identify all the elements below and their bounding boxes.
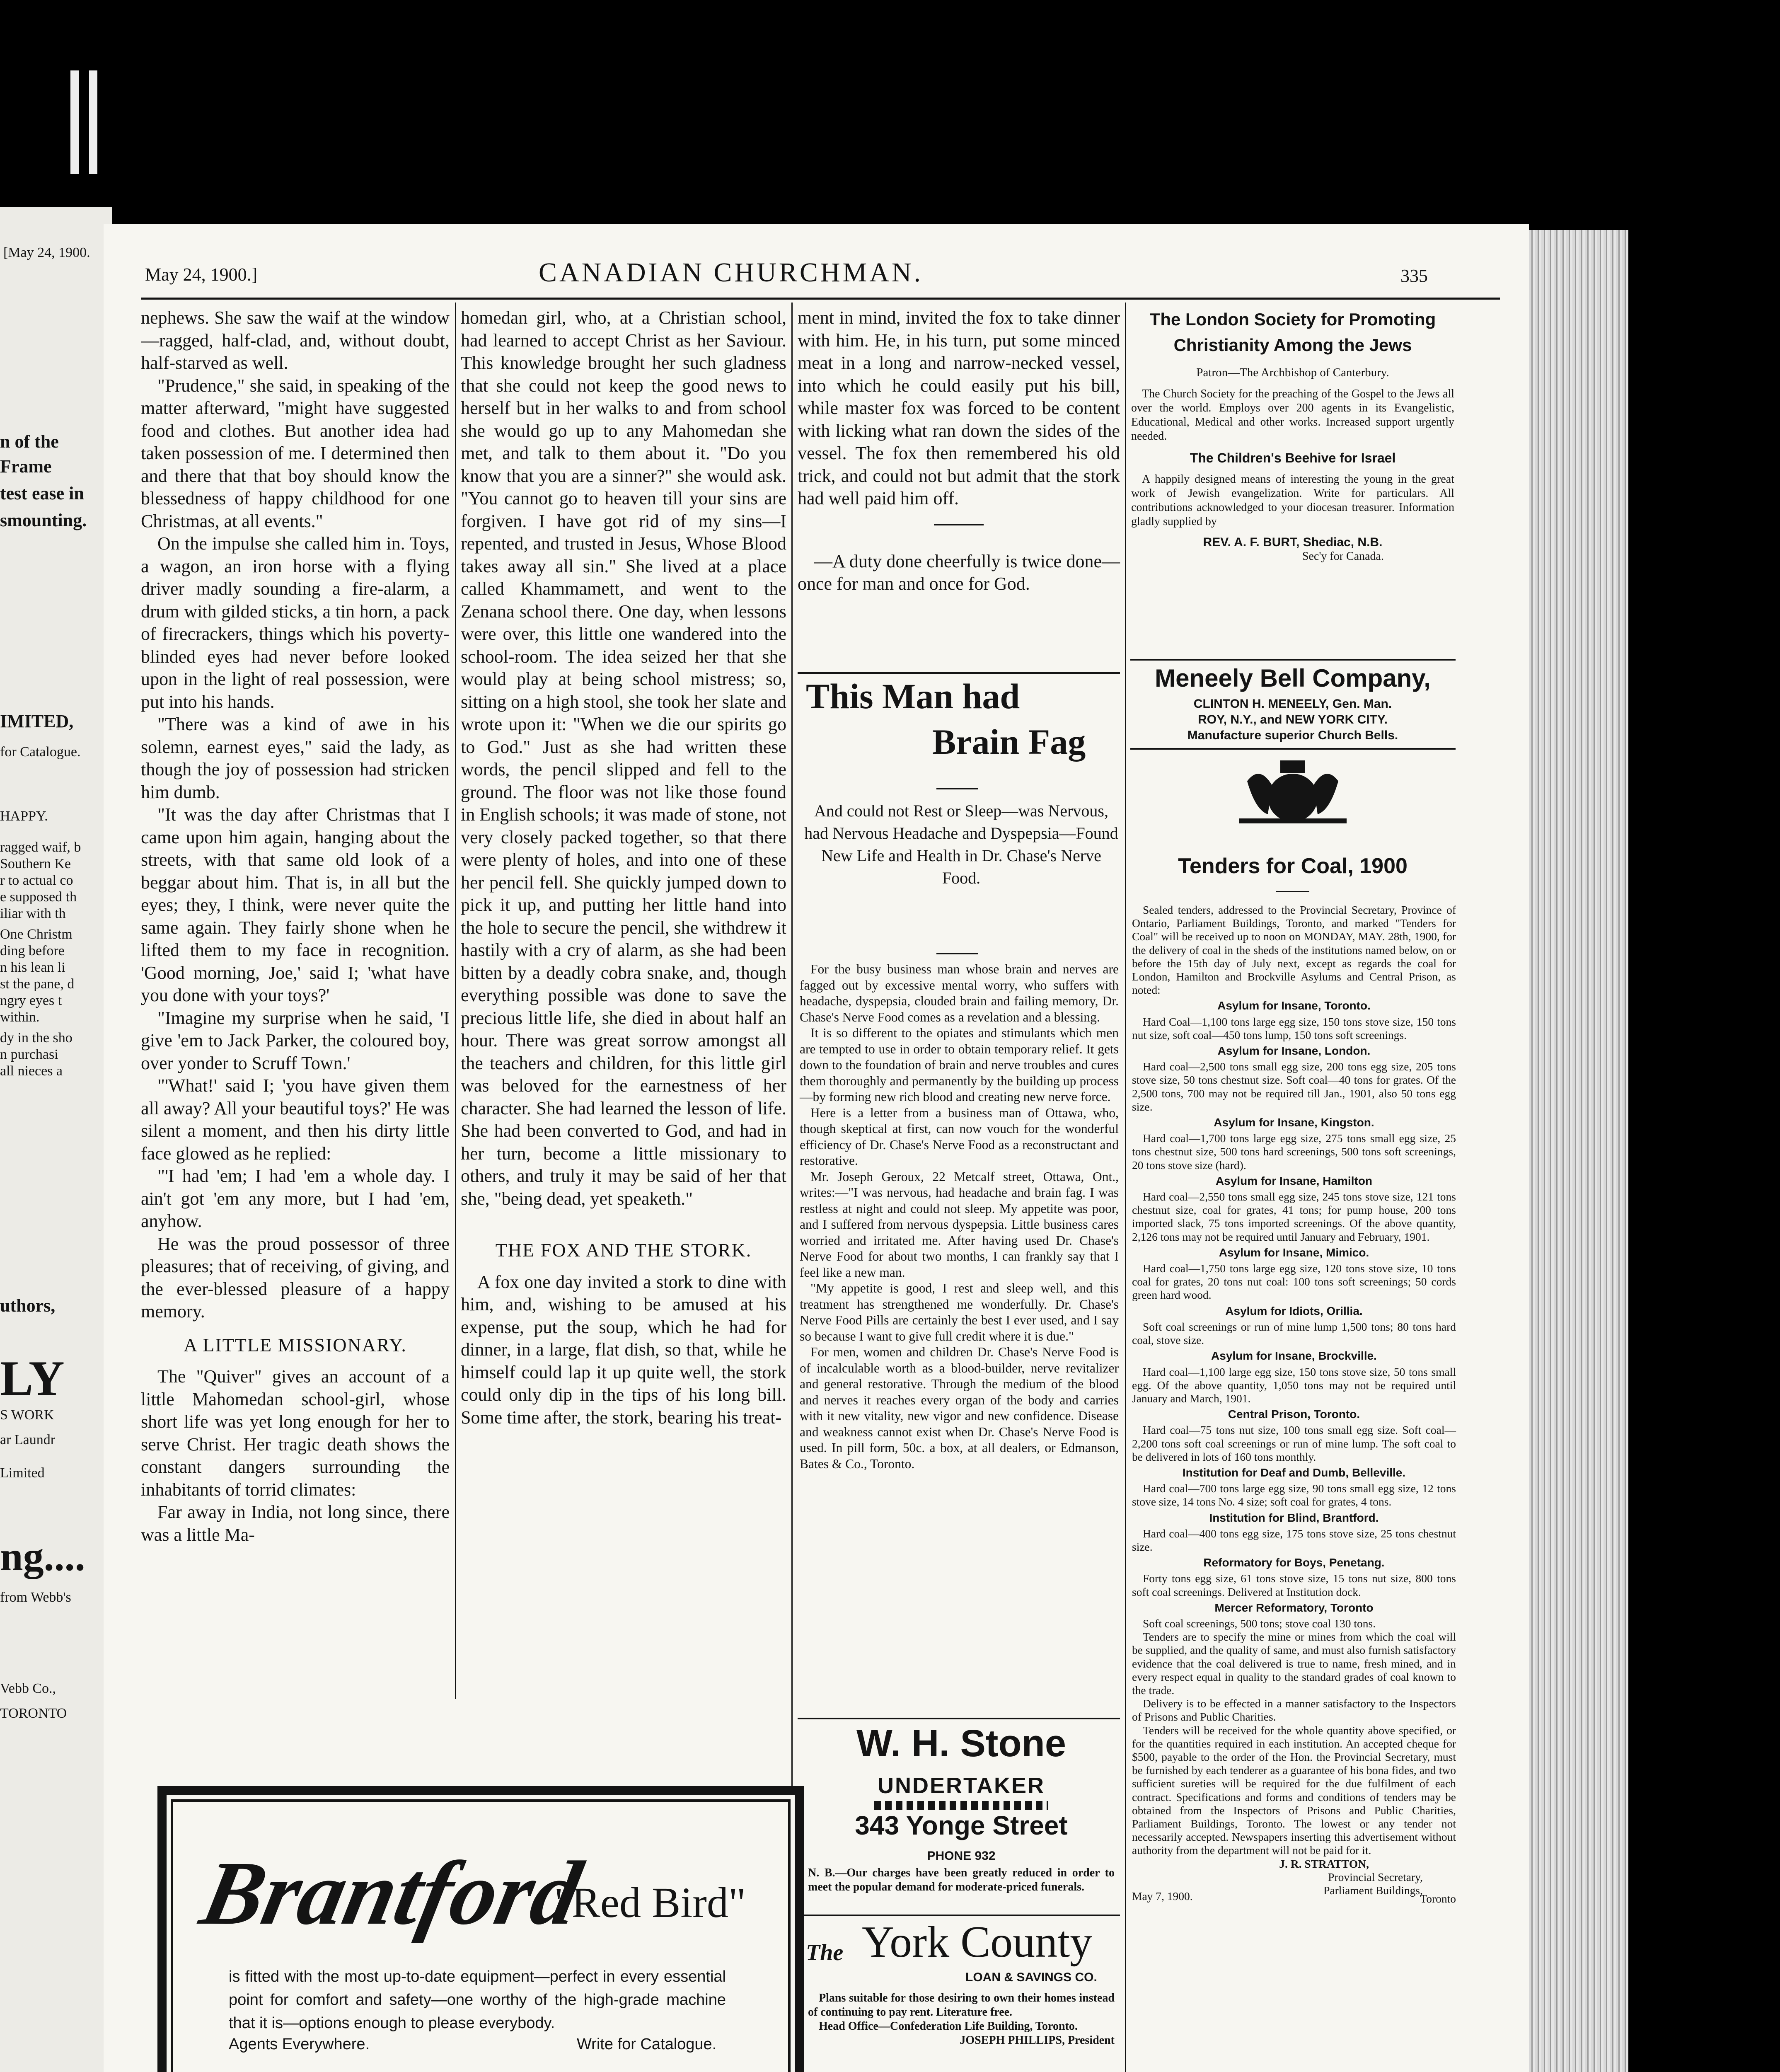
chase-sub-rule [936, 788, 978, 789]
london-body-block [1131, 366, 1454, 564]
prev-page-fragment: ng.... [0, 1533, 85, 1579]
tender-institution-heading: Asylum for Idiots, Orillia. [1225, 1304, 1363, 1317]
meneely-rule [1130, 748, 1456, 750]
column-1 [141, 307, 450, 1699]
stone-trade: UNDERTAKER [878, 1773, 1045, 1798]
london-patron: Patron—The Archbishop of Canterbury. [1196, 366, 1389, 379]
stone-address: 343 Yonge Street [855, 1811, 1068, 1840]
prev-page-fragment: LY [0, 1351, 65, 1406]
page-edge-stack [1529, 230, 1628, 2072]
header-rule [141, 298, 1500, 300]
tenders-signer-place: Parliament Buildings, [1323, 1884, 1423, 1897]
article-paragraph: homedan girl, who, at a Christian school, had learned to accept Christ as her Saviour. This knowledge brought her such gladness that she could not keep the good news to herself but in her walks to and from school she would go up to any Mahomedan she met, and talk to them about it. "Do you know that you are a sinner?" she would ask. "You cannot go to heaven till your sins are forgiven. I have got rid of my sins—I repented, and trusted in Jesus, Whose Blood takes away all sin." She lived at a place called Khammamett, and went to the Zenana school there. One day, when lessons were over, this little one wandered into the school-room. The idea seized her that she would play at being school mistress; so, sitting on a high stool, she took her slate and wrote upon it: "When we die our spirits go to God." Just as she had written these words, the pencil slipped and fell to the ground. The floor was not like those found in English schools; it was made of stone, not very closely packed together, so that there were plenty of holes, and into one of these her pencil fell. She quickly jumped down to pick it up, and putting her little hand into the hole to secure the pencil, she withdrew it hastily with a cry of alarm, as she had been bitten by a deadly cobra snake, and, though everything possible was done to save the precious little life, she died in about half an hour. There was great sorrow amongst all the teachers and children, for this little girl was beloved for the earnestness of her character. She had learned the lesson of life. She had been converted to God, and had in her turn, become a little missionary to others, and truly it may be said of her that she, "being dead, yet speaketh." [461, 307, 786, 1209]
york-president: JOSEPH PHILLIPS, President [960, 2034, 1115, 2047]
prev-page-fragment: uthors, [0, 1295, 56, 1316]
tender-institution-heading: Central Prison, Toronto. [1228, 1408, 1360, 1421]
brantford-agents: Agents Everywhere. [229, 2036, 370, 2053]
prev-page-fragment: from Webb's [0, 1590, 71, 1605]
tenders-title: Tenders for Coal, 1900 [1178, 854, 1408, 878]
prev-page-fragment: ragged waif, b [0, 840, 81, 855]
tender-institution-text: Hard coal—1,750 tons large egg size, 120 tons stove size, 10 tons coal for grates, 20 tons nut coal: 100 tons soft screenings; 50 cords green hard wood. [1132, 1262, 1456, 1302]
brantford-brand: Brantford [193, 1842, 590, 1944]
tender-institution-text: Hard coal—1,700 tons large egg size, 275 tons small egg size, 25 tons chestnut size, 500 tons hard screenings, 500 tons soft screenings, 20 tons stove size (hard). [1132, 1132, 1456, 1172]
prev-page-fragment: ngry eyes t [0, 993, 62, 1008]
tender-institution-text: Hard coal—2,500 tons small egg size, 200 tons egg size, 205 tons stove size, 50 tons chestnut size. Soft coal—40 tons for grates. Of the 2,500 tons, 700 may not be required till Jan., 1901, also 50 tons egg size. [1132, 1060, 1456, 1113]
prev-page-fragment: within. [0, 1009, 40, 1025]
tender-institution-heading: Institution for Deaf and Dumb, Belleville. [1182, 1466, 1406, 1479]
tenders-closing-paragraph: Delivery is to be effected in a manner satisfactory to the Inspectors of Prisons and Public Charities. [1132, 1697, 1456, 1723]
tender-institution-heading: Asylum for Insane, Mimico. [1219, 1246, 1369, 1259]
tender-institution-text: Forty tons egg size, 61 tons stove size, 15 tons nut size, 800 tons soft coal screenings. Delivered at Institution dock. [1132, 1572, 1456, 1598]
article-paragraph: "It was the day after Christmas that I came upon him again, hanging about the streets, with that same old look of a beggar about him. That is, in all but the eyes; they, I think, were never quite the same again. They fairly shone when he lifted them to my face in recognition. 'Good morning, Joe,' said I; 'what have you done with your toys?' [141, 804, 450, 1005]
newspaper-page [104, 224, 1529, 2072]
prev-page-fragment: all nieces a [0, 1063, 63, 1079]
london-title-2: Christianity Among the Jews [1173, 335, 1412, 355]
col-rule-1 [455, 303, 456, 1699]
meneely-lines [1131, 696, 1454, 743]
prev-page-fragment: HAPPY. [0, 808, 48, 824]
prev-page-fragment: n his lean li [0, 960, 65, 975]
meneely-line-2: ROY, N.Y., and NEW YORK CITY. [1198, 713, 1388, 726]
tender-institution-heading: Asylum for Insane, Hamilton [1215, 1174, 1373, 1187]
tender-institution-text: Hard coal—2,550 tons small egg size, 245 tons stove size, 121 tons chestnut size, coal for grates, 41 tons; for pump house, 200 tons imported slack, 75 tons imported screenings. Of the above quantity, 2,126 tons may not be required until January and February, 1901. [1132, 1190, 1456, 1243]
prev-page-fragment: ding before [0, 943, 65, 959]
tenders-signer: J. R. STRATTON, [1279, 1857, 1369, 1870]
tenders-body [1132, 903, 1456, 1905]
tender-institution-heading: Asylum for Insane, London. [1217, 1044, 1371, 1058]
brantford-model: "Red Bird" [554, 1879, 746, 1927]
prev-page-fragment: Southern Ke [0, 856, 71, 871]
prev-page-fragment: for Catalogue. [0, 744, 81, 760]
chase-sub-rule-2 [936, 953, 978, 954]
article-paragraph: A fox one day invited a stork to dine with him, and, wishing to be amused at his expense, put the soup, which he had for dinner, in a large, flat dish, so that, while he himself could lap it up quite well, the stork could only dip in the tips of his long bill. Some time after, the stork, bearing his treat- [461, 1271, 786, 1428]
chase-paragraph: Here is a letter from a business man of Ottawa, who, though skeptical at first, can now vouch for the wonderful efficiency of Dr. Chase's Nerve Food as a reconstructant and restorative. [800, 1105, 1119, 1168]
article-paragraph: On the impulse she called him in. Toys, a wagon, an iron horse with a flying driver madly sounding a fire-alarm, a drum with gilded sticks, a tin horn, a pack of firecrackers, things which his poverty-blinded eyes had never before looked upon in the light of real possession, were put into his hands. [141, 533, 450, 712]
col3-rule [934, 524, 984, 525]
chase-paragraph: It is so different to the opiates and stimulants which men are tempted to use in order to obtain temporary relief. It gets down to the foundation of brain and nerve troubles and cures them thoroughly and permanently by the building up process—by forming new rich blood and creating new nerve force. [800, 1026, 1119, 1104]
london-beehive-body: A happily designed means of interesting the young in the great work of Jewish evangelization. Write for particulars. All contributions acknowledged to your diocesan treasurer. Information gladly supplied by [1131, 473, 1454, 528]
london-signer: REV. A. F. BURT, Shediac, N.B. [1203, 535, 1383, 549]
column-2 [461, 307, 786, 1699]
film-mark-top-2 [89, 70, 97, 174]
tender-institution-heading: Asylum for Insane, Brockville. [1211, 1349, 1377, 1363]
prev-page-fragment: TORONTO [0, 1706, 67, 1721]
article-paragraph: ment in mind, invited the fox to take dinner with him. He, in his turn, put some minced meat in a long and narrow-necked vessel, into which he could easily put his bill, while master fox was forced to be content with licking what ran down the sides of the vessel. The fox then remembered his old trick, and could not but admit that the stork had well paid him off. [798, 307, 1120, 508]
york-office: Head Office—Confederation Life Building, Toronto. [819, 2020, 1078, 2033]
chase-headline-1: This Man had [806, 676, 1020, 716]
prev-page-fragment: Vebb Co., [0, 1681, 56, 1696]
prev-page-fragment: smounting. [0, 510, 87, 530]
prev-page-fragment: test ease in [0, 483, 84, 503]
prev-page-fragment: S WORK [0, 1407, 54, 1423]
prev-page-fragment: r to actual co [0, 873, 73, 888]
meneely-title: Meneely Bell Company, [1155, 664, 1431, 692]
london-society [1131, 307, 1454, 564]
stone-rule [798, 1915, 1120, 1916]
prev-page-fragment: One Christm [0, 927, 73, 942]
meneely-line-1: CLINTON H. MENEELY, Gen. Man. [1193, 697, 1392, 711]
tenders-closing-paragraph: Tenders will be received for the whole quantity above specified, or for the quantities required in each institution. An accepted cheque for $500, payable to the order of the Hon. the Provincial Secretary, must be furnished by each tenderer as a guarantee of his bona fides, and two sufficient sureties will be required for the due fulfilment of each contract. Specifications and forms and conditions of tenders may be obtained from the Inspectors of Prisons and Public Charities, Parliament Buildings, Toronto. The lowest or any tender not necessarily accepted. Newspapers inserting this advertisement without authority from the department will not be paid for it. [1132, 1723, 1456, 1857]
article-paragraph: nephews. She saw the waif at the window—ragged, half-clad, and, without doubt, half-starved as well. [141, 307, 450, 373]
article-paragraph: The "Quiver" gives an account of a little Mahomedan school-girl, whose short life was yet long enough for her to serve Christ. Her tragic death shows the constant dangers surrounding the inhabitants of torrid climates: [141, 1366, 450, 1500]
header-date: May 24, 1900.] [145, 264, 258, 285]
york-name: York County [862, 1917, 1093, 1967]
article-paragraph: "There was a kind of awe in his solemn, earnest eyes," said the lady, as though the joy of possession had stricken him dumb. [141, 714, 450, 802]
london-signer-title: Sec'y for Canada. [1302, 550, 1384, 563]
york-the: The [806, 1940, 844, 1965]
coat-of-arms-icon [1231, 756, 1355, 827]
tender-institution-text: Hard Coal—1,100 tons large egg size, 150 tons stove size, 150 tons nut size, soft coal—450 tons lump, 150 tons soft screenings. [1132, 1015, 1456, 1041]
york-sub: LOAN & SAVINGS CO. [965, 1970, 1097, 1984]
tenders-signer-title: Provincial Secretary, [1328, 1870, 1423, 1883]
section-fox-and-stork: THE FOX AND THE STORK. [495, 1239, 752, 1261]
york-body [808, 1991, 1115, 2048]
brantford-body: is fitted with the most up-to-date equipment—perfect in every essential point for comfort and safety—one worthy of the high-grade machine that it is—options enough to please everybody. [229, 1968, 726, 2032]
tender-institution-text: Soft coal screenings, 500 tons; stove coal 130 tons. [1143, 1617, 1376, 1630]
header-title: CANADIAN CHURCHMAN. [539, 257, 924, 288]
header-page-number: 335 [1400, 266, 1428, 286]
chase-bottom-rule [798, 1718, 1120, 1719]
chase-paragraph: Mr. Joseph Geroux, 22 Metcalf street, Ottawa, Ont., writes:—"I was nervous, had headache and brain fag. I was restless at night and could not sleep. My appetite was poor, and I suffered from nervous dyspepsia. Little business cares worried and irritated me. After having used Dr. Chase's Nerve Food for about two months, I can frankly say that I feel like a new man. [800, 1169, 1119, 1280]
prev-page-fragment: IMITED, [0, 711, 74, 731]
chase-paragraph: For men, women and children Dr. Chase's Nerve Food is of incalculable worth as a blood-builder, nerve revitalizer and general restorative. Through the medium of the blood and nerves it reaches every organ of the body and carries with it new vitality, new vigor and new confidence. Disease and weakness cannot exist when Dr. Chase's Nerve Food is used. In pill form, 50c. a box, at all dealers, or Edmanson, Bates & Co., Toronto. [800, 1345, 1119, 1471]
tender-institution-heading: Asylum for Insane, Toronto. [1217, 999, 1371, 1012]
brantford-catalogue: Write for Catalogue. [577, 2036, 717, 2053]
prev-page-fragment: e supposed th [0, 889, 77, 905]
article-paragraph: "'I had 'em; I had 'em a whole day. I ain't got 'em any more, but I had 'em, anyhow. [141, 1166, 450, 1231]
article-paragraph: "Imagine my surprise when he said, 'I give 'em to Jack Parker, the coloured boy, over yonder to Scruff Town.' [141, 1007, 450, 1073]
prev-page-fragment: Limited [0, 1465, 45, 1481]
prev-header: [May 24, 1900. [3, 245, 90, 260]
york-body-text: Plans suitable for those desiring to own their homes instead of continuing to pay rent. Literature free. [808, 1992, 1115, 2019]
prev-page-fragment: n of the [0, 431, 59, 452]
prev-page-fragment: st the pane, d [0, 976, 75, 992]
previous-page-strip [0, 207, 112, 2072]
tender-institution-text: Soft coal screenings or run of mine lump 1,500 tons; 80 tons hard coal, stove size. [1132, 1320, 1456, 1347]
tenders-closing-paragraph: Tenders are to specify the mine or mines from which the coal will be supplied, and the quality of same, and must also furnish satisfactory evidence that the coal delivered is true to name, fresh mined, and in every respect equal in quality to the standard grades of coal known to the trade. [1132, 1630, 1456, 1697]
article-paragraph: Far away in India, not long since, there was a little Ma- [141, 1502, 450, 1545]
tender-institution-text: Hard coal—75 tons nut size, 100 tons small egg size. Soft coal—2,200 tons soft coal screenings or run of mine lump. The soft coal to be delivered in lots of 160 tons monthly. [1132, 1423, 1456, 1463]
stone-note: N. B.—Our charges have been greatly reduced in order to meet the popular demand for moderate-priced funerals. [808, 1866, 1115, 1893]
meneely-line-3: Manufacture superior Church Bells. [1187, 729, 1398, 742]
col3-quote: —A duty done cheerfully is twice done—once for man and once for God. [798, 551, 1120, 594]
tenders-city: Toronto [1420, 1892, 1456, 1905]
chase-headline-2: Brain Fag [932, 722, 1086, 762]
column-3 [798, 307, 1120, 595]
article-paragraph: He was the proud possessor of three pleasures; that of receiving, of giving, and the ever-blessed pleasure of a happy memory. [141, 1233, 450, 1322]
chase-paragraph: "My appetite is good, I rest and sleep well, and this treatment has strengthened me wonderfully. Dr. Chase's Nerve Food Pills are certainly the best I ever used, and I say so because I want to give full credit where it is due." [800, 1281, 1119, 1343]
tenders-date: May 7, 1900. [1132, 1890, 1193, 1903]
tender-institution-text: Hard coal—400 tons egg size, 175 tons stove size, 25 tons chestnut size. [1132, 1527, 1456, 1553]
london-title-1: The London Society for Promoting [1149, 310, 1436, 329]
tender-institution-text: Hard coal—700 tons large egg size, 90 tons small egg size, 12 tons stove size, 14 tons No. 4 size; soft coal for grates, 4 tons. [1132, 1482, 1456, 1508]
tender-institution-heading: Reformatory for Boys, Penetang. [1203, 1556, 1385, 1569]
stone-name: W. H. Stone [856, 1722, 1066, 1765]
film-mark-top [70, 70, 79, 174]
col-rule-3 [1125, 303, 1126, 2072]
prev-page-fragment: n purchasi [0, 1047, 58, 1062]
tender-institution-heading: Asylum for Insane, Kingston. [1214, 1116, 1374, 1129]
tenders-title-rule [1276, 891, 1309, 892]
tender-institution-text: Hard coal—1,100 large egg size, 150 tons stove size, 50 tons small egg. Of the above quantity, 1,050 tons may not be required until January and March, 1901. [1132, 1365, 1456, 1405]
chase-paragraph: For the busy business man whose brain and nerves are fagged out by excessive mental worry, who suffers with headache, dyspepsia, clouded brain and failing memory, Dr. Chase's Nerve Food comes as a revelation and a blessing. [800, 962, 1119, 1024]
chase-subhead: And could not Rest or Sleep—was Nervous, had Nervous Headache and Dyspepsia—Found New Life and Health in Dr. Chase's Nerve Food. [804, 801, 1118, 887]
chase-top-rule [798, 672, 1120, 674]
tender-institution-heading: Institution for Blind, Brantford. [1209, 1511, 1379, 1524]
prev-page-fragment: ar Laundr [0, 1432, 56, 1447]
stone-ornament [874, 1801, 1048, 1810]
prev-page-fragment: dy in the sho [0, 1030, 73, 1046]
chase-body [800, 961, 1119, 1472]
prev-page-fragment: iliar with th [0, 906, 66, 921]
stone-phone: PHONE 932 [927, 1849, 996, 1863]
article-paragraph: "Prudence," she said, in speaking of the matter afterward, "might have suggested food and clothes. But another idea had taken possession of me. I determined then and there that that boy should know the blessedness of happy childhood for one Christmas, at all events." [141, 375, 450, 531]
section-a-little-missionary: A LITTLE MISSIONARY. [184, 1334, 407, 1356]
london-rule [1130, 659, 1456, 661]
tenders-footer-line [1132, 1884, 1456, 1905]
prev-page-fragment: Frame [0, 456, 52, 477]
tenders-intro: Sealed tenders, addressed to the Provincial Secretary, Province of Ontario, Parliament Buildings, Toronto, and marked "Tenders for Coal" will be received up to noon on MONDAY, MAY. 28th, 1900, for the delivery of coal in the sheds of the institutions named below, on or before the 15th day of July next, except as regards the coal for London, Hamilton and Brockville Asylums and Central Prison, as noted: [1132, 903, 1456, 997]
brantford-ad [157, 1786, 804, 2072]
article-paragraph: "'What!' said I; 'you have given them all away? All your beautiful toys?' He was silent a moment, and then his dirty little face glowed as he replied: [141, 1075, 450, 1164]
london-beehive: The Children's Beehive for Israel [1190, 450, 1396, 465]
london-body: The Church Society for the preaching of the Gospel to the Jews all over the world. Employs over 200 agents in its Evangelistic, Educational, Medical and other works. Increased support urgently needed. [1131, 387, 1454, 443]
tender-institution-heading: Mercer Reformatory, Toronto [1214, 1601, 1374, 1614]
